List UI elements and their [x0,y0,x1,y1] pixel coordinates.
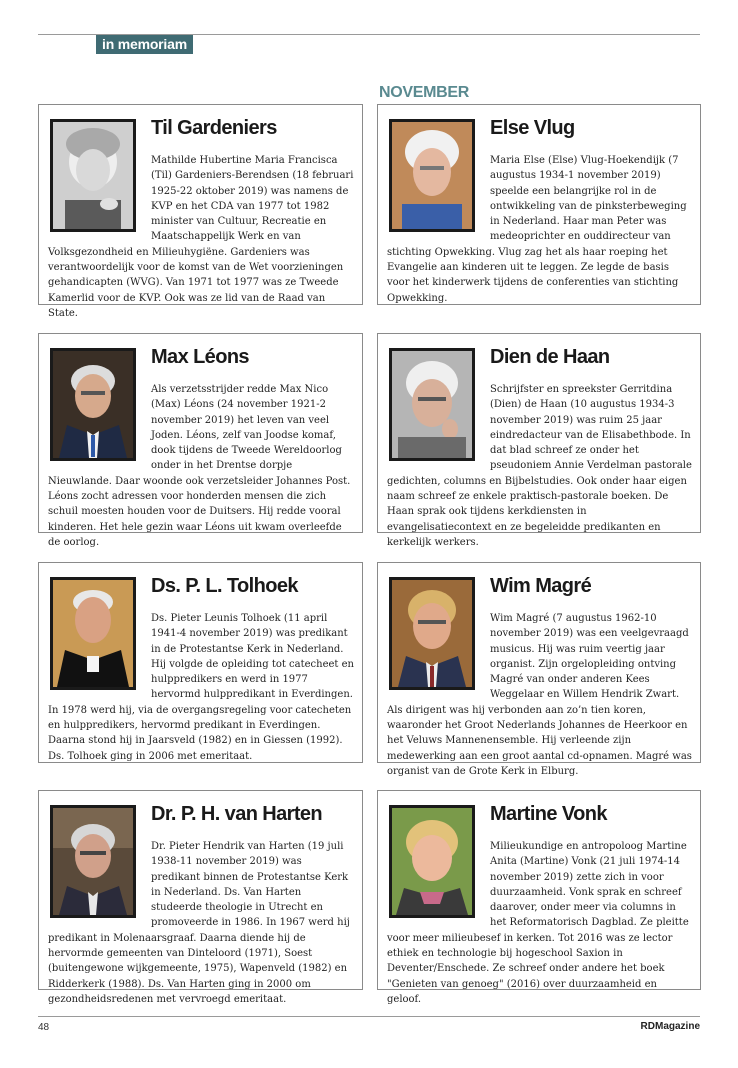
memoriam-card [377,333,701,548]
bottom-rule [38,1016,700,1017]
person-bio: Dr. Pieter Hendrik van Harten (19 juli 1938-11 november 2019) was predikant binnen de Protestantse Kerk in Nederland. Ds. Van Harten studeerde theologie in Utrecht en promoveerde in 1986. In 1967 werd hij predikant in Molenaarsgraaf. Daarna diende hij de hervormde gemeenten van Dinteloord (1971), Soest (buitengewone wijkgemeente, 1975), Wapenveld (1982) en Ridderkerk (1988). Ds. Van Harten ging in 2000 om gezondheidsredenen met vervroegd emeritaat. [48,841,350,1005]
person-name: Martine Vonk [490,803,607,825]
person-name: Dr. P. H. van Harten [151,803,323,825]
month-heading: NOVEMBER [379,84,470,101]
magazine-name: RDMagazine [640,1021,700,1032]
person-name: Dien de Haan [490,346,610,368]
memoriam-card [377,562,701,777]
person-bio: Ds. Pieter Leunis Tolhoek (11 april 1941-4 november 2019) was predikant in de Protestantse Kerk in Nederland. Hij volgde de opleiding tot catecheet en hulppredikers en werd in 1977 hervormd hulppredikant in Everdingen. In 1978 werd hij, via de overgangsregeling voor catecheten en hulppredikers, hervormd predikant in Everdingen. Daarna stond hij in Jaarsveld (1982) en in Giessen (1992). Ds. Tolhoek ging in 2006 met emeritaat. [48,613,354,762]
person-bio: Als verzetsstrijder redde Max Nico (Max) Léons (24 november 1921-2 november 2019) het leven van veel Joden. Léons, zelf van Joodse komaf, dook tijdens de Tweede Wereldoorlog onder in het Drentse dorpje Nieuwlande. Daar woonde ook verzetsleider Johannes Post. Léons zocht adressen voor honderden mensen die zich schuil moesten houden voor de Duitsers. Hij redde vooral kinderen. Het hele gezin waar Léons uit kwam overleefde de oorlog. [48,384,351,548]
person-name: Ds. P. L. Tolhoek [151,575,298,597]
person-bio: Mathilde Hubertine Maria Francisca (Til) Gardeniers-Berendsen (18 februari 1925-22 oktober 2019) was namens de KVP en het CDA van 1977 tot 1982 minister van Cultuur, Recreatie en Maatschappelijk Werk en van Volksgezondheid en Milieuhygiëne. Gardeniers was verantwoordelijk voor de komst van de Wet voorzieningen gehandicapten (WVG). Van 1971 tot 1977 was ze Tweede Kamerlid voor de KVP. Ook was ze lid van de Raad van State. [48,155,354,319]
person-bio: Wim Magré (7 augustus 1962-10 november 2019) was een veelgevraagd musicus. Hij was ruim veertig jaar organist. Zijn orgelopleiding ontving Magré van onder anderen Kees Weggelaar en Willem Hendrik Zwart. Als dirigent was hij verbonden aan zo’n tien koren, waaronder het Groot Nederlands Johannes de Heerkoor en het Veluws Mannenensemble. Hij verleende zijn medewerking aan een groot aantal cd-opnamen. Magré was organist van de Grote Kerk in Elburg. [387,613,692,777]
person-name: Else Vlug [490,117,575,139]
memoriam-card [377,104,701,305]
memoriam-card [377,790,701,1005]
person-bio: Schrijfster en spreekster Gerritdina (Dien) de Haan (10 augustus 1934-3 november 2019) was ruim 25 jaar eindredacteur van de Elisabethbode. In dat blad schreef ze onder het pseudoniem Annie Verdelman pastorale gedichten, columns en Bijbelstudies. Ook onder haar eigen naam schreef ze enkele praktisch-pastorale boeken. De Haan sprak ook tijdens kerkdiensten in evangelisatiecontext en ze begeleidde predikanten en kerkelijk werkers. [387,384,692,548]
person-bio: Milieukundige en antropoloog Martine Anita (Martine) Vonk (21 juli 1974-14 november 2019) zette zich in voor duurzaamheid. Vonk sprak en schreef daarover, onder meer via columns in het Reformatorisch Dagblad. Ze pleitte voor meer milieubesef in kerken. Tot 2016 was ze lector ethiek en technologie bij hogeschool Saxion in Deventer/Enschede. Ze schreef onder andere het boek "Genieten van genoeg" (2016) over duurzaamheid en geloof. [387,841,689,1005]
person-name: Wim Magré [490,575,592,597]
person-name: Til Gardeniers [151,117,277,139]
page-number: 48 [38,1022,50,1033]
person-name: Max Léons [151,346,249,368]
memoriam-card [38,333,363,548]
section-label: in memoriam [96,35,193,54]
memoriam-card [38,104,363,319]
memoriam-card [38,790,363,1005]
memoriam-card [38,562,363,763]
person-bio: Maria Else (Else) Vlug-Hoekendijk (7 augustus 1934-1 november 2019) speelde een belangrijke rol in de ontwikkeling van de pinksterbeweging in Nederland. Haar man Peter was medeoprichter en ouddirecteur van stichting Opwekking. Vlug zag het als haar roeping het Evangelie aan kinderen uit te leggen. Ze legde de basis voor het kinderwerk tijdens de conferenties van stichting Opwekking. [387,155,687,304]
